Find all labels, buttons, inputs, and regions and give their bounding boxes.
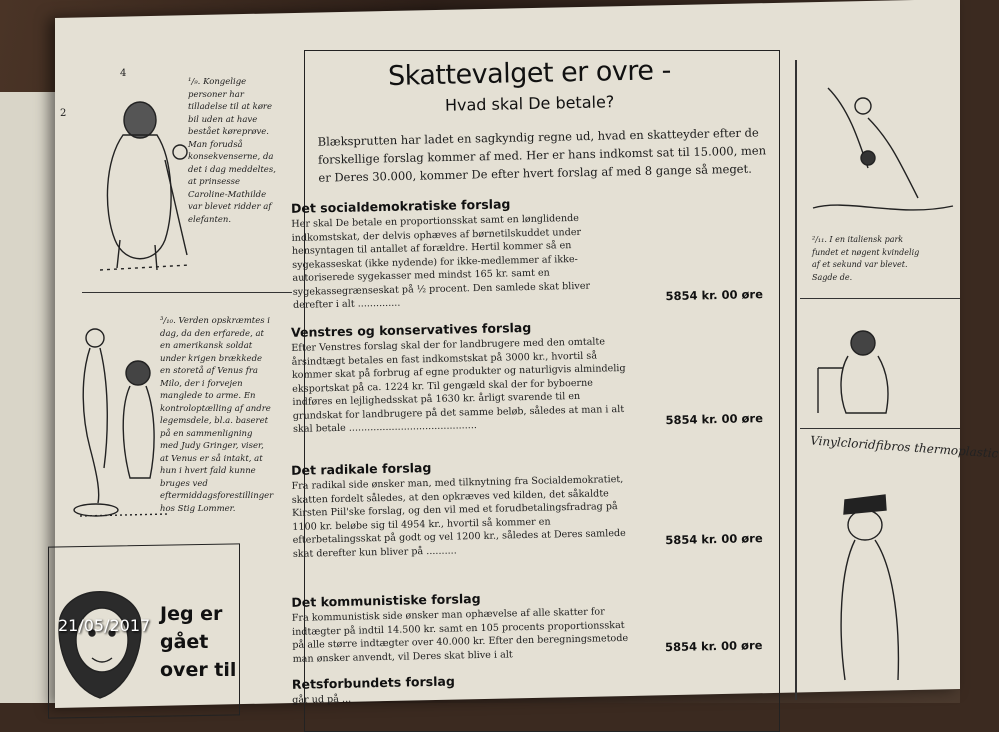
article-subtitle: Hvad skal De betale? (444, 92, 615, 115)
section-radikale (291, 453, 763, 561)
section-socialdemokratiske (291, 191, 763, 312)
cartoon-italian-park (808, 78, 958, 228)
jeg-er-gaet-headline (160, 600, 236, 684)
column-divider (82, 292, 292, 293)
section-amount: 5854 kr. 00 øre (665, 286, 764, 303)
big-word-line-3: over til (160, 659, 237, 681)
note-italian-park: ²/₁₁. I en italiensk park fundet et nøgent kvindelig af et sekund var blevet. Sagde de. (812, 235, 920, 282)
big-word-line-1: Jeg er (160, 603, 223, 625)
page-number-left: 2 (60, 108, 67, 119)
section-heading: Det kommunistiske forslag (291, 590, 481, 610)
article-title: Skattevalget er ovre - (387, 55, 672, 92)
section-amount: 5854 kr. 00 øre (665, 531, 763, 548)
note-royal-license: ¹/₉. Kongelige personer har tilladelse til at køre bil uden at have bestået køreprøve. Man forudså konsekvenserne, da det i dag meddeltes, at prinsesse Caroline-Mathilde var blevet ridder af elefanten. (188, 77, 276, 225)
section-body: Efter Venstres forslag skal der for landbrugere med den omtalte årsindtægt betales en fast indkomstskat på 3000 kr., hvortil så kommer skat på forbrug af egne produkter og naturligvis almindelig eksportskat på ca. 1224 kr. Til gengæld skal der for byboerne indføres en lejlighedsskat på 1630 kr. årligt svarende til en grundskat for landbrugere på det samme beløb, således at man i alt skal betale .......................................... (291, 336, 626, 435)
section-amount: 5854 kr. 00 øre (664, 638, 763, 655)
right-divider-2 (800, 428, 960, 429)
big-word-line-2: gået (160, 631, 209, 653)
cartoon-seated-man (808, 318, 918, 418)
photo-date-stamp: 21/05/2017 (58, 616, 151, 635)
section-venstre-konservative (291, 315, 763, 436)
section-body: Fra kommunistisk side ønsker man ophævelse af alle skatter for indtægter på indtil 14.500 kr. samt en 105 procents proportionsskat på alle større indtægter over 40.000 kr. Efter den beregningsmetode man ønsker anvendt, vil Deres skat blive i alt (291, 606, 629, 665)
cartoon-man-with-hat (820, 480, 940, 680)
section-heading: Retsforbundets forslag (291, 673, 455, 692)
note-venus-toe: ³/₁₀. Verden opskræmtes i dag, da den erfarede, at en amerikansk soldat under krigen brækkede en storetå af Venus fra Milo, der i forvejen manglede to arme. En kontroloptælling af andre legemsdele, bl.a. baseret på en sammenligning med Judy Gringer, viser, at Venus er så intakt, at hun i hvert fald kunne bruges ved eftermiddagsforestillinger hos Stig Lommer. (160, 316, 274, 514)
section-heading: Det radikale forslag (291, 459, 432, 478)
section-heading: Det socialdemokratiske forslag (290, 196, 511, 216)
right-column-divider (795, 60, 797, 700)
section-body: Her skal De betale en proportionsskat samt en lønglidende indkomstskat, der delvis ophæves af børnetilskuddet under hensyntagen til antallet af forældre. Hertil kommer så en sygekasseskat (ikke nydende) for ikke-medlemmer af ikke-autoriserede sygekasser med mindst 165 kr. samt en sygekassegrænseskat på ½ procent. Den samlede skat bliver derefter i alt .............. (291, 212, 591, 311)
section-kommunistiske (291, 585, 762, 666)
cartoon-portrait-face (50, 578, 150, 703)
section-body: går ud på ... (292, 693, 352, 706)
cartoon-royal-figure (95, 90, 195, 280)
right-divider-1 (800, 298, 960, 299)
vinyl-caption: Vinylcloridfibros thermoplastic (809, 433, 999, 461)
section-amount: 5854 kr. 00 øre (665, 410, 764, 427)
section-body: Fra radikal side ønsker man, med tilknytning fra Socialdemokratiet, skatten fordelt således, at den opkræves ved kilden, det såkaldte Kirsten Piil'ske forslag, og den vil med et forudbetalingsfradrag på 1100 kr. beløbe sig til 4954 kr., hvortil så kommer en efterbetalingsskat på godt og vel 1200 kr., således at Deres samlede skat derefter kun bliver på .......... (291, 473, 626, 560)
cartoon-venus-milo (60, 318, 170, 518)
section-heading: Venstres og konservatives forslag (290, 319, 532, 340)
page-number-right: 4 (120, 68, 127, 79)
article-intro: Blæksprutten har ladet en sagkyndig regne ud, hvad en skatteyder efter de forskellige forslag kommer af med. Her er hans indkomst sat til 15.000, men er Deres 30.000, kommer De efter hvert forslag af med 8 gange så meget. (317, 125, 767, 185)
